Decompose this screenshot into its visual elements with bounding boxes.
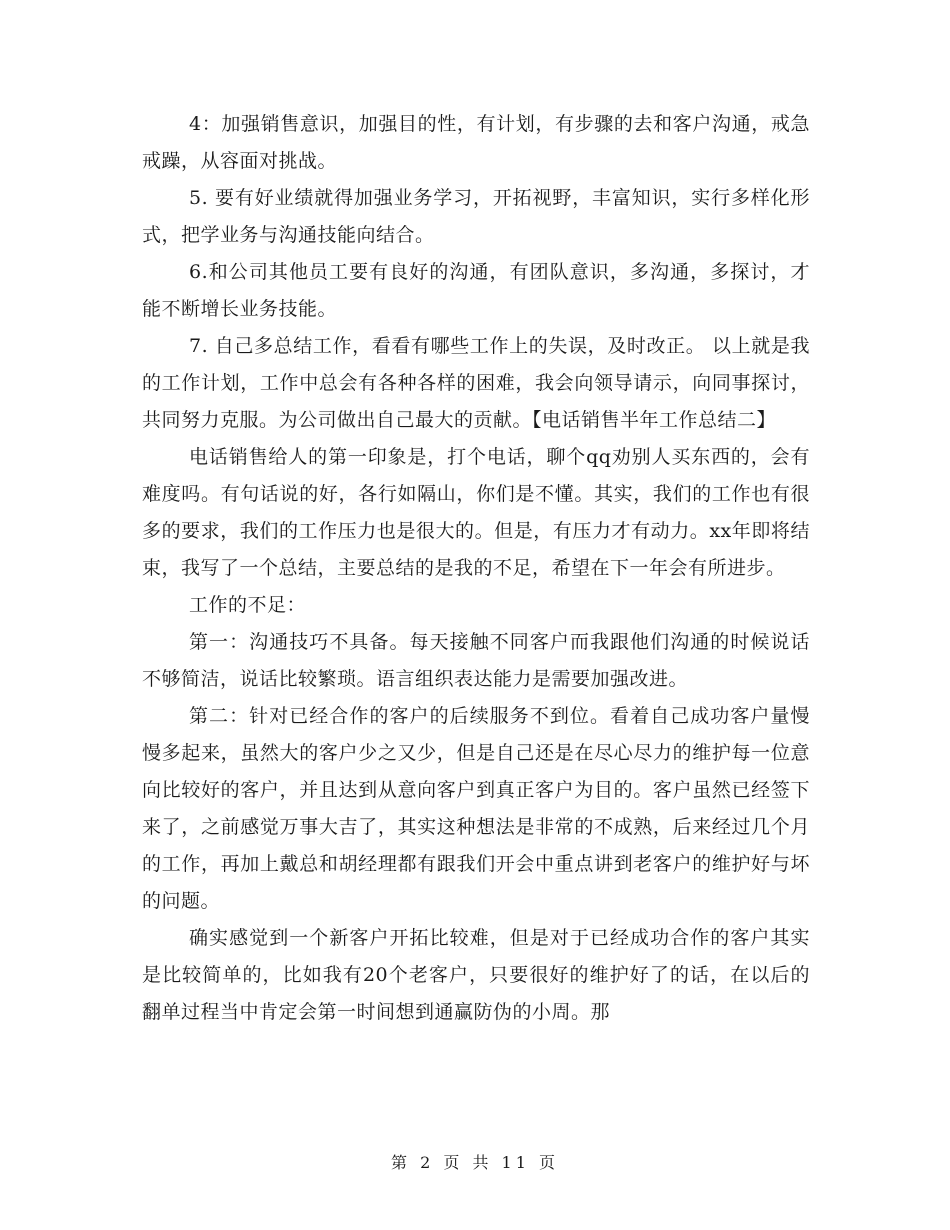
page-number-footer: 第 2 页 共 11 页 — [391, 1153, 559, 1172]
section-heading-shortcomings: 工作的不足： — [189, 594, 307, 616]
document-body — [142, 106, 810, 1031]
paragraph-conclusion: 确实感觉到一个新客户开拓比较难，但是对于已经成功合作的客户其实是比较简单的，比如我有20个老客户，只要很好的维护好了的话，在以后的翻单过程当中肯定会第一时间想到通赢防伪的小周。那 — [142, 927, 810, 1023]
paragraph-intro: 电话销售给人的第一印象是，打个电话，聊个qq劝别人买东西的，会有难度吗。有句话说的好，各行如隔山，你们是不懂。其实，我们的工作也有很多的要求，我们的工作压力也是很大的。但是，有压力才有动力。xx年即将结束，我写了一个总结，主要总结的是我的不足，希望在下一年会有所进步。 — [142, 446, 810, 579]
paragraph-item-4: 4：加强销售意识，加强目的性，有计划，有步骤的去和客户沟通，戒急戒躁，从容面对挑战。 — [142, 113, 810, 172]
paragraph-first-shortcoming: 第一：沟通技巧不具备。每天接触不同客户而我跟他们沟通的时候说话不够简洁，说话比较繁琐。语言组织表达能力是需要加强改进。 — [142, 631, 810, 690]
paragraph-item-6: 6.和公司其他员工要有良好的沟通，有团队意识，多沟通，多探讨，才能不断增长业务技能。 — [142, 261, 810, 320]
paragraph-item-7: 7. 自己多总结工作，看看有哪些工作上的失误，及时改正。 以上就是我的工作计划，工作中总会有各种各样的困难，我会向领导请示，向同事探讨，共同努力克服。为公司做出自己最大的贡献。【电话销售半年工作总结二】 — [142, 335, 810, 431]
paragraph-second-shortcoming: 第二：针对已经合作的客户的后续服务不到位。看着自己成功客户量慢慢多起来，虽然大的客户少之又少，但是自己还是在尽心尽力的维护每一位意向比较好的客户，并且达到从意向客户到真正客户为目的。客户虽然已经签下来了，之前感觉万事大吉了，其实这种想法是非常的不成熟，后来经过几个月的工作，再加上戴总和胡经理都有跟我们开会中重点讲到老客户的维护好与坏的问题。 — [142, 705, 810, 912]
paragraph-item-5: 5. 要有好业绩就得加强业务学习，开拓视野，丰富知识，实行多样化形式，把学业务与沟通技能向结合。 — [142, 187, 810, 246]
